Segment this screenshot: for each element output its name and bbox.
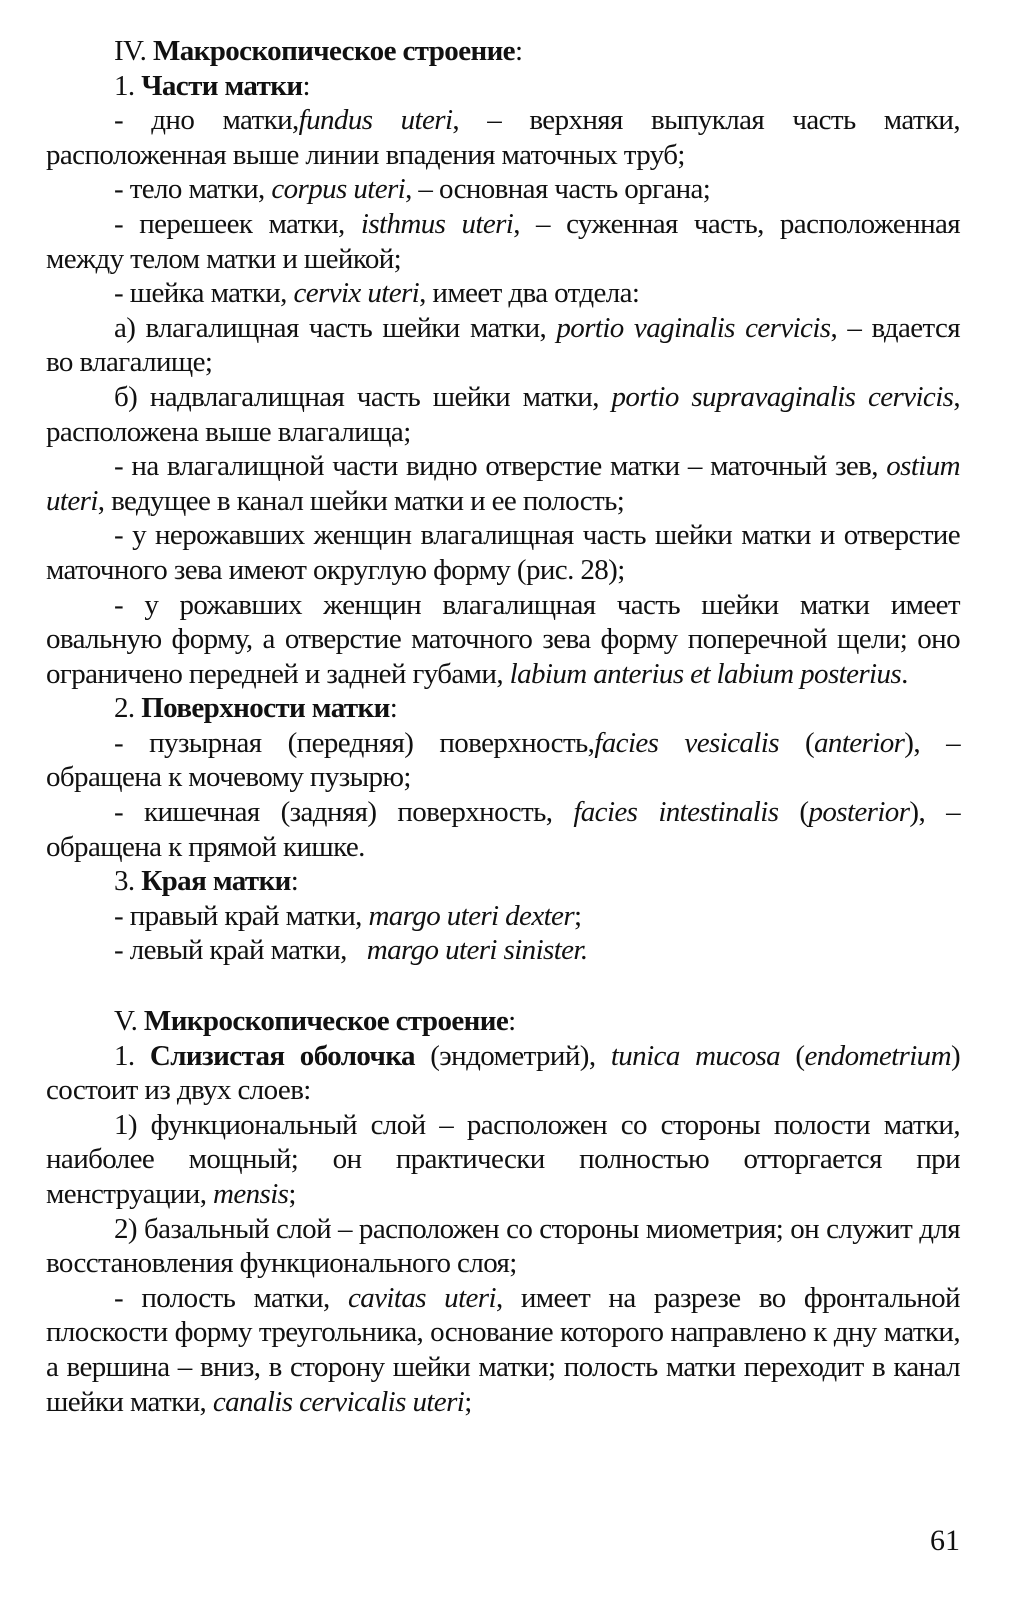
latin-term: corpus uteri [271, 173, 406, 206]
latin-term: portio supravaginalis cervicis [611, 380, 954, 413]
text: , ведущее в канал шейки матки и ее полость; [97, 484, 625, 517]
latin-term: anterior [814, 726, 905, 759]
paragraph-fundus [46, 103, 960, 172]
text: а) влагалищная часть шейки матки, [114, 311, 557, 344]
latin-term: facies intestinalis [573, 796, 779, 829]
text: , расположена выше влагалища; [46, 380, 960, 448]
text: , имеет два отдела: [419, 277, 640, 310]
latin-term: labium anterius et labium posterius [509, 657, 902, 690]
text: - шейка матки, [114, 277, 294, 310]
text: - правый край матки, [114, 899, 369, 932]
text: , – основная часть органа; [405, 173, 711, 206]
subheading-parts [46, 69, 960, 104]
text: , – вдается во влагалище; [46, 311, 960, 379]
punctuation: : [508, 1005, 516, 1038]
section-number: V. [114, 1005, 138, 1038]
item-number: 1. [114, 1039, 150, 1072]
text: (эндометрий), [414, 1039, 611, 1072]
section-spacer [46, 968, 960, 1004]
item-number: 3. [114, 865, 135, 898]
paragraph-nulliparous [46, 518, 960, 587]
text: - у нерожавших женщин влагалищная часть шейки матки и отверстие маточного зева имеют округлую форму (рис. 28); [46, 519, 960, 586]
text: - левый край матки, [114, 934, 367, 967]
text: - дно матки, [114, 104, 299, 137]
item-number: 1. [114, 69, 135, 102]
subheading-margins [46, 864, 960, 899]
punctuation: : [389, 692, 398, 725]
section-heading-macroscopic [46, 34, 960, 69]
latin-term: margo uteri sinister. [366, 934, 588, 967]
paragraph-ostium [46, 449, 960, 518]
text: - кишечная (задняя) поверхность, [114, 796, 574, 829]
text: - полость матки, [114, 1281, 348, 1314]
subheading-surfaces [46, 691, 960, 726]
text: , имеет на разрезе во фронтальной плоскости форму треугольника, основание которого направлено к дну матки, а вершина – вниз, в сторону шейки матки; полость матки переходит в канал шейки матки, [46, 1281, 960, 1418]
text: 2) базальный слой – расположен со стороны миометрия; он служит для восстановления функционального слоя; [46, 1212, 960, 1280]
paragraph-basal-layer [46, 1212, 960, 1281]
section-title: Микроскопическое строение [143, 1005, 509, 1038]
latin-term: fundus uteri [298, 104, 453, 137]
paragraph-left-margin [46, 933, 960, 968]
text: ; [464, 1385, 472, 1418]
latin-term: posterior [808, 796, 910, 829]
text: ), – обращена к мочевому пузырю; [46, 726, 960, 794]
latin-term: tunica mucosa [610, 1039, 781, 1072]
text: - перешеек матки, [114, 207, 361, 240]
latin-term: margo uteri dexter [368, 899, 575, 932]
text: - тело матки, [114, 173, 272, 206]
text: - пузырная (передняя) поверхность, [114, 726, 595, 759]
paragraph-right-margin [46, 899, 960, 934]
latin-term: isthmus uteri [360, 207, 514, 240]
text: - на влагалищной части видно отверстие матки – маточный зев, [114, 450, 887, 483]
item-number: 2. [114, 692, 135, 725]
latin-term: endometrium [804, 1039, 951, 1072]
latin-term: ostium uteri [46, 450, 960, 517]
text: - у рожавших женщин влагалищная часть шейки матки имеет овальную форму, а отверстие маточного зева форму поперечной щели; оно ограничено передней и задней губами, [46, 588, 960, 690]
punctuation: : [302, 69, 310, 102]
text: . [901, 657, 908, 690]
text: ( [780, 1039, 805, 1072]
latin-term: mensis [213, 1178, 289, 1210]
paragraph-cervix-supravaginal [46, 380, 960, 449]
paragraph-uterine-cavity [46, 1281, 960, 1419]
text: , – суженная часть, расположенная между телом матки и шейкой; [46, 207, 961, 275]
punctuation: : [514, 35, 523, 67]
paragraph-isthmus [46, 207, 960, 276]
text: ) состоит из двух слоев: [46, 1039, 960, 1107]
latin-term: facies vesicalis [594, 726, 779, 759]
paragraph-intestinal-surface [46, 795, 960, 864]
paragraph-cervix-vaginal [46, 311, 960, 380]
section-number: IV. [114, 35, 147, 67]
section-heading-microscopic [46, 1004, 960, 1039]
punctuation: : [290, 865, 299, 898]
subheading-title: Края матки [141, 865, 291, 898]
latin-term: cavitas uteri [347, 1281, 496, 1314]
subheading-title: Части матки [141, 69, 303, 102]
subheading-title: Слизистая оболочка [149, 1039, 415, 1072]
latin-term: portio vaginalis cervicis [556, 311, 831, 344]
text: ), – обращена к прямой кишке. [46, 796, 960, 863]
text: 1) функциональный слой – расположен со стороны полости матки, наиболее мощный; он практически полностью отторгается при менструации, [46, 1108, 960, 1210]
text: ; [574, 899, 582, 932]
paragraph-vesical-surface [46, 726, 960, 795]
page-number: 61 [930, 1524, 960, 1557]
text: ( [778, 796, 809, 829]
paragraph-functional-layer [46, 1108, 960, 1212]
latin-term: cervix uteri [293, 277, 420, 310]
section-title: Макроскопическое строение [152, 35, 515, 67]
paragraph-cervix [46, 276, 960, 311]
paragraph-corpus [46, 172, 960, 207]
subheading-title: Поверхности матки [141, 692, 390, 725]
paragraph-parous [46, 588, 960, 692]
text: ( [778, 726, 815, 759]
text: , – верхняя выпуклая часть матки, расположенная выше линии впадения маточных труб; [46, 104, 961, 171]
text: ; [288, 1178, 296, 1210]
paragraph-mucosa [46, 1039, 960, 1108]
text: б) надвлагалищная часть шейки матки, [114, 380, 612, 413]
latin-term: canalis cervicalis uteri [212, 1385, 465, 1418]
